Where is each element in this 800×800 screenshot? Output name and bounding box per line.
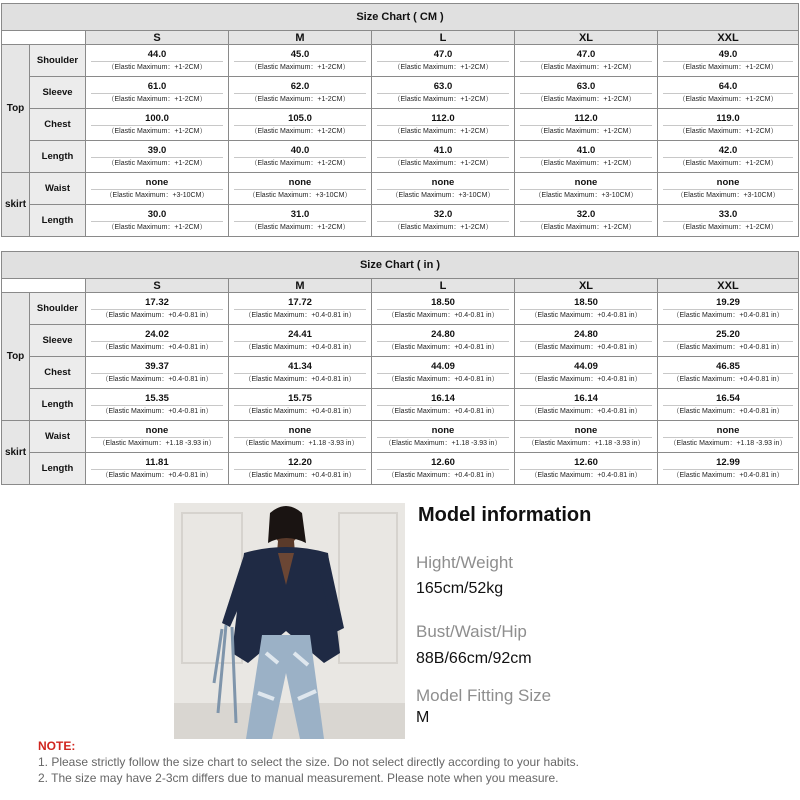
- size-value: 12.60: [431, 456, 455, 468]
- size-value: 119.0: [716, 112, 740, 124]
- size-value: 100.0: [145, 112, 169, 124]
- size-value: 62.0: [290, 80, 310, 92]
- size-cell: [86, 205, 229, 237]
- size-cell: [515, 45, 658, 77]
- size-value: 63.0: [433, 80, 453, 92]
- elastic-note: （Elastic Maximum：+0.4-0.81 in）: [520, 469, 652, 481]
- size-value: none: [716, 424, 740, 436]
- bust-waist-hip-value: 88B/66cm/92cm: [416, 650, 532, 667]
- note-line-1: 1. Please strictly follow the size chart to select the size. Do not select directly according to your habits.: [38, 755, 579, 769]
- size-cell: [86, 389, 229, 421]
- table-row: [2, 173, 799, 205]
- size-value: none: [288, 176, 312, 188]
- elastic-note: （Elastic Maximum：+1-2CM）: [520, 221, 652, 233]
- table-row: [2, 77, 799, 109]
- elastic-note: （Elastic Maximum：+0.4-0.81 in）: [520, 309, 652, 321]
- fitting-size-label: Model Fitting Size: [416, 686, 552, 705]
- elastic-note: （Elastic Maximum：+3-10CM）: [91, 189, 223, 201]
- size-value: 47.0: [576, 48, 596, 60]
- size-value: 30.0: [147, 208, 167, 220]
- size-value: 18.50: [431, 296, 455, 308]
- size-cell: [372, 141, 515, 173]
- chart-title: Size Chart ( in ): [2, 252, 799, 279]
- size-cell: [372, 45, 515, 77]
- elastic-note: （Elastic Maximum：+1.18 -3.93 in）: [234, 437, 366, 449]
- size-cell: [658, 173, 799, 205]
- elastic-note: （Elastic Maximum：+0.4-0.81 in）: [663, 469, 793, 481]
- size-value: 24.80: [431, 328, 455, 340]
- size-cell: [658, 205, 799, 237]
- elastic-note: （Elastic Maximum：+0.4-0.81 in）: [234, 469, 366, 481]
- elastic-note: （Elastic Maximum：+0.4-0.81 in）: [663, 309, 793, 321]
- size-cell: [229, 77, 372, 109]
- elastic-note: （Elastic Maximum：+1-2CM）: [91, 61, 223, 73]
- size-cell: [229, 421, 372, 453]
- size-cell: [229, 109, 372, 141]
- measurement-label: Chest: [30, 357, 86, 389]
- size-cell: [86, 77, 229, 109]
- size-cell: [658, 293, 799, 325]
- table-row: [2, 453, 799, 485]
- elastic-note: （Elastic Maximum：+1.18 -3.93 in）: [91, 437, 223, 449]
- size-cell: [86, 325, 229, 357]
- size-cell: [372, 357, 515, 389]
- size-value: 18.50: [574, 296, 598, 308]
- elastic-note: （Elastic Maximum：+3-10CM）: [663, 189, 793, 201]
- measurement-label: Length: [30, 453, 86, 485]
- table-row: [2, 325, 799, 357]
- size-header: S: [86, 31, 229, 45]
- size-value: 105.0: [288, 112, 312, 124]
- model-photo: [174, 503, 405, 739]
- size-chart-cm: [1, 3, 799, 237]
- size-value: 16.14: [574, 392, 598, 404]
- elastic-note: （Elastic Maximum：+1-2CM）: [234, 93, 366, 105]
- size-cell: [229, 173, 372, 205]
- size-cell: [372, 325, 515, 357]
- size-cell: [658, 77, 799, 109]
- elastic-note: （Elastic Maximum：+1-2CM）: [91, 221, 223, 233]
- elastic-note: （Elastic Maximum：+1-2CM）: [377, 221, 509, 233]
- size-cell: [229, 293, 372, 325]
- size-value: none: [288, 424, 312, 436]
- height-weight-value: 165cm/52kg: [416, 580, 504, 597]
- size-value: 32.0: [433, 208, 453, 220]
- size-cell: [372, 453, 515, 485]
- size-cell: [658, 389, 799, 421]
- size-value: none: [145, 424, 169, 436]
- bust-waist-hip-label: Bust/Waist/Hip: [416, 622, 527, 641]
- measurement-label: Waist: [30, 173, 86, 205]
- size-cell: [515, 357, 658, 389]
- size-cell: [372, 293, 515, 325]
- size-value: 44.09: [574, 360, 598, 372]
- size-value: 44.09: [431, 360, 455, 372]
- size-cell: [229, 357, 372, 389]
- size-value: 16.54: [716, 392, 740, 404]
- size-cell: [372, 77, 515, 109]
- size-cell: [229, 45, 372, 77]
- elastic-note: （Elastic Maximum：+1.18 -3.93 in）: [663, 437, 793, 449]
- group-label: skirt: [2, 173, 30, 237]
- size-value: 64.0: [718, 80, 738, 92]
- size-cell: [229, 325, 372, 357]
- size-cell: [86, 109, 229, 141]
- elastic-note: （Elastic Maximum：+0.4-0.81 in）: [91, 405, 223, 417]
- size-value: none: [431, 424, 455, 436]
- size-value: 24.41: [288, 328, 312, 340]
- size-value: 61.0: [147, 80, 167, 92]
- elastic-note: （Elastic Maximum：+3-10CM）: [234, 189, 366, 201]
- measurement-label: Sleeve: [30, 77, 86, 109]
- measurement-label: Length: [30, 205, 86, 237]
- size-value: 24.02: [145, 328, 169, 340]
- measurement-label: Shoulder: [30, 45, 86, 77]
- size-value: 15.75: [288, 392, 312, 404]
- elastic-note: （Elastic Maximum：+0.4-0.81 in）: [520, 405, 652, 417]
- size-value: 16.14: [431, 392, 455, 404]
- elastic-note: （Elastic Maximum：+0.4-0.81 in）: [520, 373, 652, 385]
- note-title: NOTE:: [38, 739, 76, 753]
- elastic-note: （Elastic Maximum：+0.4-0.81 in）: [234, 309, 366, 321]
- elastic-note: （Elastic Maximum：+1-2CM）: [377, 125, 509, 137]
- elastic-note: （Elastic Maximum：+0.4-0.81 in）: [377, 309, 509, 321]
- size-cell: [658, 141, 799, 173]
- elastic-note: （Elastic Maximum：+0.4-0.81 in）: [377, 405, 509, 417]
- size-value: none: [574, 424, 598, 436]
- size-value: 39.37: [145, 360, 169, 372]
- elastic-note: （Elastic Maximum：+0.4-0.81 in）: [663, 341, 793, 353]
- size-header: XL: [515, 279, 658, 293]
- group-label: Top: [2, 293, 30, 421]
- measurement-label: Sleeve: [30, 325, 86, 357]
- elastic-note: （Elastic Maximum：+0.4-0.81 in）: [91, 469, 223, 481]
- elastic-note: （Elastic Maximum：+1-2CM）: [377, 93, 509, 105]
- measurement-label: Chest: [30, 109, 86, 141]
- size-value: none: [145, 176, 169, 188]
- size-cell: [515, 141, 658, 173]
- group-label: skirt: [2, 421, 30, 485]
- size-cell: [515, 205, 658, 237]
- size-cell: [229, 141, 372, 173]
- size-cell: [86, 357, 229, 389]
- elastic-note: （Elastic Maximum：+3-10CM）: [377, 189, 509, 201]
- elastic-note: （Elastic Maximum：+1-2CM）: [663, 61, 793, 73]
- elastic-note: （Elastic Maximum：+0.4-0.81 in）: [663, 373, 793, 385]
- size-cell: [86, 45, 229, 77]
- size-cell: [372, 389, 515, 421]
- elastic-note: （Elastic Maximum：+0.4-0.81 in）: [91, 309, 223, 321]
- table-row: [2, 109, 799, 141]
- size-header: L: [372, 279, 515, 293]
- size-cell: [515, 173, 658, 205]
- elastic-note: （Elastic Maximum：+1-2CM）: [91, 157, 223, 169]
- elastic-note: （Elastic Maximum：+1-2CM）: [234, 125, 366, 137]
- size-cell: [658, 357, 799, 389]
- size-header: XXL: [658, 31, 799, 45]
- size-value: 49.0: [718, 48, 738, 60]
- table-row: [2, 357, 799, 389]
- size-header: M: [229, 279, 372, 293]
- table-row: [2, 389, 799, 421]
- measurement-label: Length: [30, 389, 86, 421]
- elastic-note: （Elastic Maximum：+1-2CM）: [663, 221, 793, 233]
- elastic-note: （Elastic Maximum：+1-2CM）: [663, 93, 793, 105]
- size-cell: [372, 109, 515, 141]
- size-value: 45.0: [290, 48, 310, 60]
- size-cell: [658, 325, 799, 357]
- size-cell: [86, 173, 229, 205]
- size-cell: [86, 141, 229, 173]
- size-value: 11.81: [145, 456, 169, 468]
- size-cell: [229, 453, 372, 485]
- elastic-note: （Elastic Maximum：+1.18 -3.93 in）: [377, 437, 509, 449]
- elastic-note: （Elastic Maximum：+0.4-0.81 in）: [377, 341, 509, 353]
- size-value: 17.32: [145, 296, 169, 308]
- size-cell: [515, 293, 658, 325]
- header-blank: [2, 31, 86, 45]
- header-blank: [2, 279, 86, 293]
- elastic-note: （Elastic Maximum：+1-2CM）: [377, 61, 509, 73]
- elastic-note: （Elastic Maximum：+0.4-0.81 in）: [377, 469, 509, 481]
- size-cell: [658, 453, 799, 485]
- table-row: [2, 45, 799, 77]
- elastic-note: （Elastic Maximum：+1-2CM）: [91, 125, 223, 137]
- size-value: 24.80: [574, 328, 598, 340]
- table-row: [2, 421, 799, 453]
- size-value: 39.0: [147, 144, 167, 156]
- size-cell: [372, 205, 515, 237]
- size-cell: [515, 109, 658, 141]
- size-value: 42.0: [718, 144, 738, 156]
- size-value: 19.29: [716, 296, 740, 308]
- size-value: 47.0: [433, 48, 453, 60]
- size-header: L: [372, 31, 515, 45]
- fitting-size-value: M: [416, 709, 430, 726]
- size-cell: [515, 325, 658, 357]
- size-cell: [515, 421, 658, 453]
- size-cell: [515, 453, 658, 485]
- chart-title: Size Chart ( CM ): [2, 4, 799, 31]
- note-line-2: 2. The size may have 2-3cm differs due to manual measurement. Please note when you measure.: [38, 771, 559, 785]
- size-header: XXL: [658, 279, 799, 293]
- elastic-note: （Elastic Maximum：+0.4-0.81 in）: [520, 341, 652, 353]
- size-header: M: [229, 31, 372, 45]
- elastic-note: （Elastic Maximum：+0.4-0.81 in）: [234, 341, 366, 353]
- size-cell: [658, 421, 799, 453]
- measurement-label: Length: [30, 141, 86, 173]
- size-cell: [658, 109, 799, 141]
- table-row: [2, 293, 799, 325]
- size-value: 41.0: [576, 144, 596, 156]
- size-cell: [86, 293, 229, 325]
- size-cell: [515, 389, 658, 421]
- size-value: 25.20: [716, 328, 740, 340]
- table-row: [2, 205, 799, 237]
- size-value: 12.99: [716, 456, 740, 468]
- size-value: 12.20: [288, 456, 312, 468]
- size-cell: [86, 453, 229, 485]
- elastic-note: （Elastic Maximum：+3-10CM）: [520, 189, 652, 201]
- height-weight-label: Hight/Weight: [416, 553, 514, 572]
- size-value: 12.60: [574, 456, 598, 468]
- size-value: none: [431, 176, 455, 188]
- size-cell: [658, 45, 799, 77]
- measurement-label: Shoulder: [30, 293, 86, 325]
- size-value: none: [716, 176, 740, 188]
- size-chart-in: [1, 251, 799, 485]
- size-value: 112.0: [574, 112, 598, 124]
- size-value: 46.85: [716, 360, 740, 372]
- size-value: 32.0: [576, 208, 596, 220]
- elastic-note: （Elastic Maximum：+0.4-0.81 in）: [234, 405, 366, 417]
- size-cell: [86, 421, 229, 453]
- size-header: XL: [515, 31, 658, 45]
- size-cell: [515, 77, 658, 109]
- size-value: 31.0: [290, 208, 310, 220]
- size-cell: [229, 205, 372, 237]
- size-value: none: [574, 176, 598, 188]
- table-row: [2, 141, 799, 173]
- elastic-note: （Elastic Maximum：+1-2CM）: [520, 93, 652, 105]
- elastic-note: （Elastic Maximum：+1-2CM）: [91, 93, 223, 105]
- size-cell: [372, 421, 515, 453]
- size-cell: [229, 389, 372, 421]
- size-value: 63.0: [576, 80, 596, 92]
- size-value: 41.0: [433, 144, 453, 156]
- elastic-note: （Elastic Maximum：+1-2CM）: [234, 61, 366, 73]
- size-value: 33.0: [718, 208, 738, 220]
- measurement-label: Waist: [30, 421, 86, 453]
- size-value: 40.0: [290, 144, 310, 156]
- elastic-note: （Elastic Maximum：+1-2CM）: [234, 221, 366, 233]
- elastic-note: （Elastic Maximum：+1-2CM）: [663, 157, 793, 169]
- elastic-note: （Elastic Maximum：+1.18 -3.93 in）: [520, 437, 652, 449]
- size-value: 44.0: [147, 48, 167, 60]
- size-cell: [372, 173, 515, 205]
- size-value: 15.35: [145, 392, 169, 404]
- size-header: S: [86, 279, 229, 293]
- elastic-note: （Elastic Maximum：+1-2CM）: [520, 157, 652, 169]
- size-value: 17.72: [288, 296, 312, 308]
- elastic-note: （Elastic Maximum：+0.4-0.81 in）: [91, 373, 223, 385]
- model-info-title: Model information: [418, 504, 592, 526]
- elastic-note: （Elastic Maximum：+1-2CM）: [234, 157, 366, 169]
- elastic-note: （Elastic Maximum：+0.4-0.81 in）: [91, 341, 223, 353]
- size-value: 112.0: [431, 112, 455, 124]
- elastic-note: （Elastic Maximum：+0.4-0.81 in）: [377, 373, 509, 385]
- size-value: 41.34: [288, 360, 312, 372]
- elastic-note: （Elastic Maximum：+1-2CM）: [663, 125, 793, 137]
- elastic-note: （Elastic Maximum：+1-2CM）: [520, 61, 652, 73]
- elastic-note: （Elastic Maximum：+1-2CM）: [520, 125, 652, 137]
- elastic-note: （Elastic Maximum：+1-2CM）: [377, 157, 509, 169]
- group-label: Top: [2, 45, 30, 173]
- elastic-note: （Elastic Maximum：+0.4-0.81 in）: [234, 373, 366, 385]
- elastic-note: （Elastic Maximum：+0.4-0.81 in）: [663, 405, 793, 417]
